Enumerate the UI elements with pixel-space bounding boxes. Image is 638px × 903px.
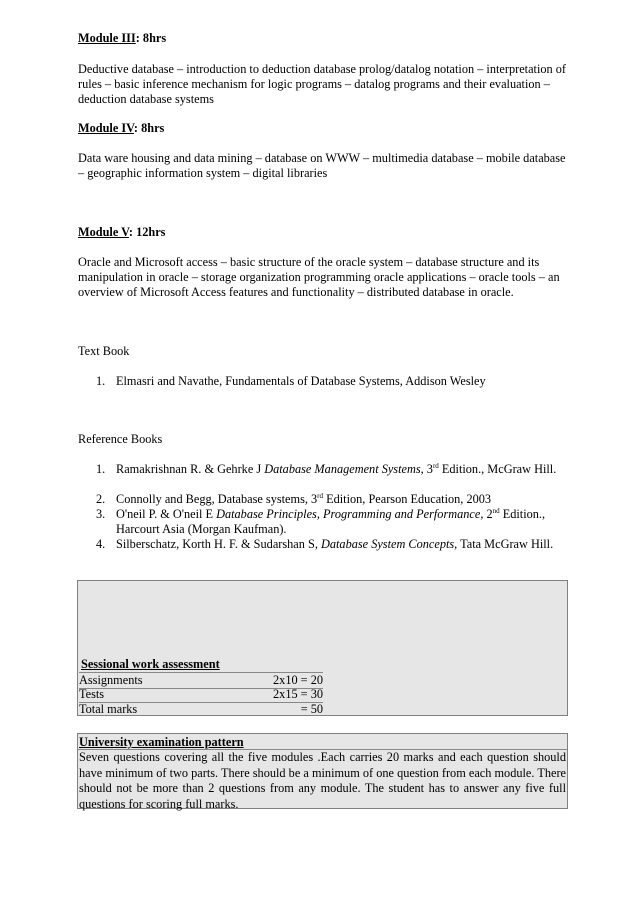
module-5-label: Module V bbox=[78, 225, 129, 239]
sessional-row-label: Assignments bbox=[79, 673, 143, 687]
university-box bbox=[77, 733, 568, 809]
reference-item-number: 4. bbox=[96, 537, 106, 551]
sessional-row-label: Total marks bbox=[79, 702, 138, 716]
module-3-label: Module III bbox=[78, 31, 136, 45]
sessional-title: Sessional work assessment bbox=[81, 657, 220, 671]
reference-item-text: Connolly and Begg, Database systems, 3rd Edition, Pearson Education, 2003 bbox=[116, 491, 492, 506]
university-text: Seven questions covering all the five modules .Each carries 20 marks and each question should have minimum of two parts. There should be a minimum of one question from each module. There should not be more than 2 questions from any module. The student has to answer any five full questions for scoring full marks. bbox=[79, 750, 566, 811]
module-4-heading bbox=[78, 121, 566, 136]
sessional-box bbox=[77, 580, 568, 716]
module-3-text: Deductive database – introduction to deduction database prolog/datalog notation – interpretation of rules – basic inference mechanism for logic programs – datalog programs and their evaluation – deduction database systems bbox=[78, 62, 566, 106]
reference-item-number: 2. bbox=[96, 492, 106, 506]
textbook-item-text: Elmasri and Navathe, Fundamentals of Database Systems, Addison Wesley bbox=[116, 374, 486, 388]
module-3-hours: : 8hrs bbox=[135, 31, 167, 45]
sessional-row-value: 2x10 = 20 bbox=[273, 673, 323, 687]
sessional-row-label: Tests bbox=[79, 687, 105, 701]
sessional-row-value: 2x15 = 30 bbox=[273, 687, 323, 701]
reference-item-number: 1. bbox=[96, 462, 106, 476]
sessional-row-value: = 50 bbox=[300, 702, 323, 716]
textbook-item-number: 1. bbox=[96, 374, 106, 388]
reference-item-text: Ramakrishnan R. & Gehrke J Database Management Systems, 3rd Edition., McGraw Hill. bbox=[116, 461, 557, 476]
sessional-row bbox=[79, 702, 323, 717]
module-4-hours: : 8hrs bbox=[133, 121, 165, 135]
module-4-text: Data ware housing and data mining – database on WWW – multimedia database – mobile database – geographic information system – digital libraries bbox=[78, 151, 566, 180]
module-5-hours: : 12hrs bbox=[128, 225, 166, 239]
module-3-heading bbox=[78, 31, 566, 46]
textbook-heading: Text Book bbox=[78, 344, 130, 358]
university-title: University examination pattern bbox=[79, 735, 244, 749]
reference-item-text: Silberschatz, Korth H. F. & Sudarshan S, Database System Concepts, Tata McGraw Hill. bbox=[116, 537, 554, 551]
module-5-text: Oracle and Microsoft access – basic structure of the oracle system – database structure and its manipulation in oracle – storage organization programming oracle applications – oracle tools – an overview of Microsoft Access features and functionality – distributed database in oracle. bbox=[78, 255, 560, 299]
reference-item-number: 3. bbox=[96, 507, 106, 521]
reference-item-text: O'neil P. & O'neil E Database Principles, Programming and Performance, 2nd Edition., Harcourt Asia (Morgan Kaufman). bbox=[116, 506, 546, 536]
sessional-row bbox=[79, 687, 323, 703]
reference-heading: Reference Books bbox=[78, 432, 163, 446]
module-5-heading bbox=[78, 225, 566, 240]
module-4-label: Module IV bbox=[78, 121, 134, 135]
